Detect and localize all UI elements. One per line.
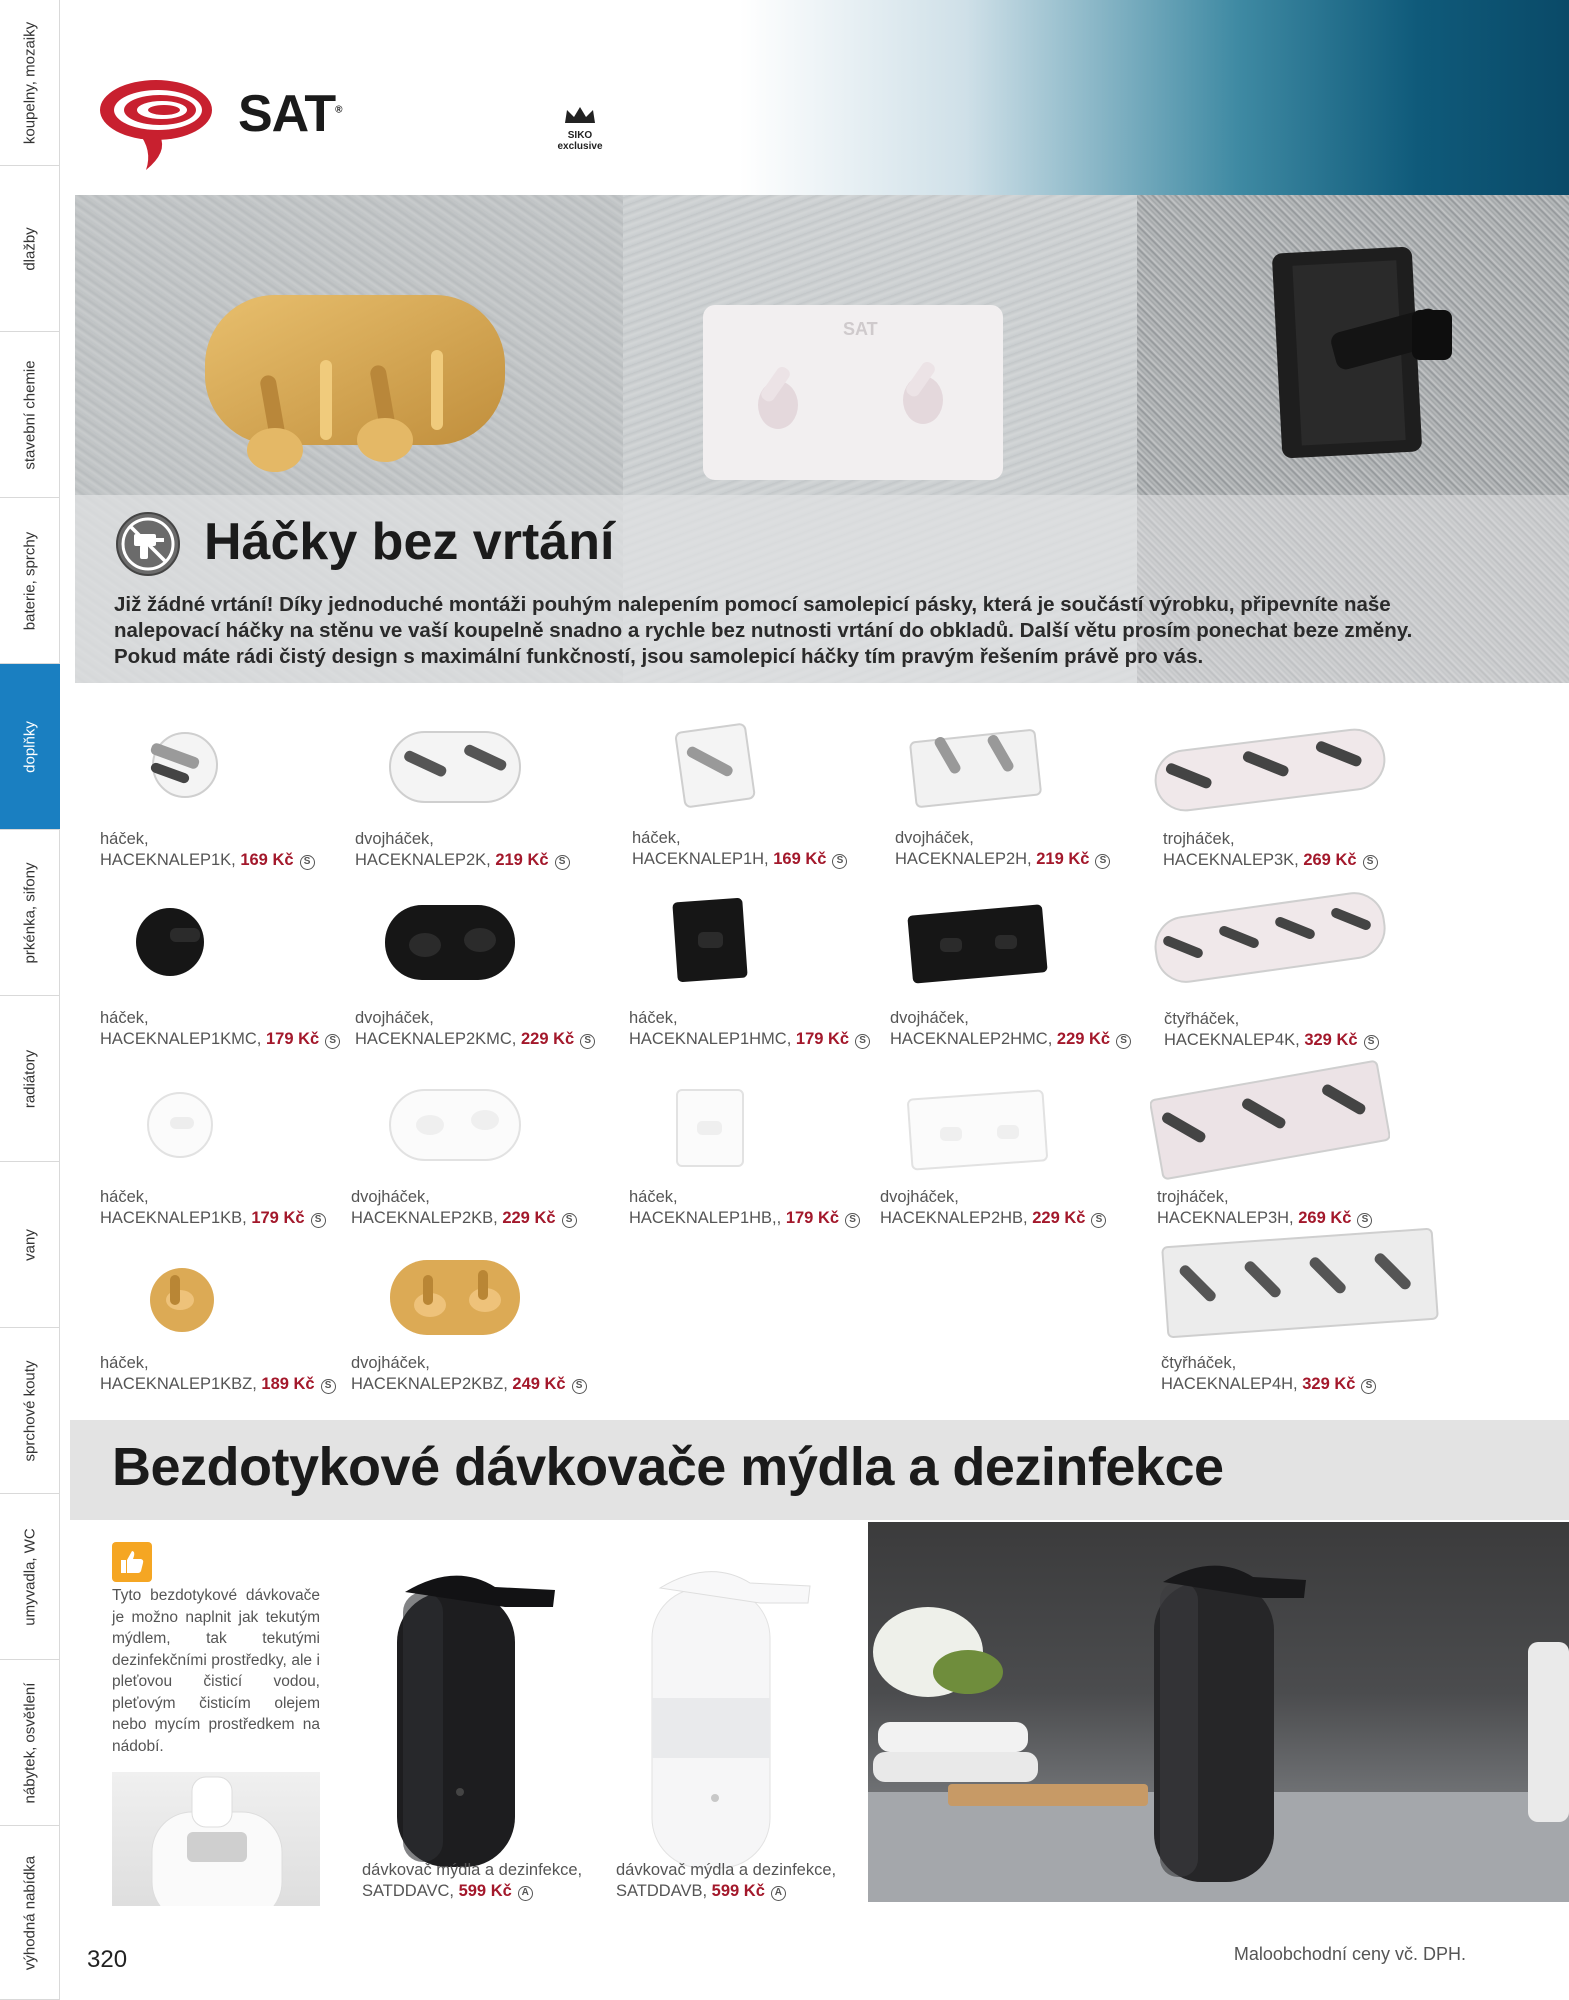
product-image	[100, 1245, 300, 1355]
product-image	[893, 720, 1093, 830]
dispenser-black-image	[385, 1562, 560, 1872]
plate-brand-mark: SAT	[843, 319, 878, 339]
product-image	[630, 720, 830, 830]
dispenser-description: Tyto bezdotykové dávkovače je možno naplnit jak tekutým mýdlem, tak tekutými dezinfekčními prostředky, ale i pleťovou čisticí vodou, pleťovým čisticím olejem nebo mycím prostředkem na nádobí.	[112, 1587, 320, 1755]
product-image	[385, 1075, 585, 1185]
crown-icon	[563, 105, 597, 125]
product-image	[905, 890, 1105, 1000]
sidebar-item-umyvadla-wc[interactable]: umyvadla, WC	[0, 1494, 60, 1660]
product-image	[100, 890, 300, 1000]
sidebar-item-doplnky[interactable]: doplňky	[0, 664, 60, 830]
sidebar-item-baterie-sprchy[interactable]: baterie, sprchy	[0, 498, 60, 664]
sidebar-item-sprchove-kouty[interactable]: sprchové kouty	[0, 1328, 60, 1494]
sidebar-item-vyhodna-nabidka[interactable]: výhodná nabídka	[0, 1826, 60, 2000]
sidebar-item-radiatory[interactable]: radiátory	[0, 996, 60, 1162]
hero-title: Háčky bez vrtání	[204, 513, 615, 571]
dispenser-detail-photo	[112, 1772, 320, 1906]
product-image	[660, 890, 860, 1000]
sidebar-item-vany[interactable]: vany	[0, 1162, 60, 1328]
sidebar-item-dlazby[interactable]: dlažby	[0, 166, 60, 332]
dispenser-section-title: Bezdotykové dávkovače mýdla a dezinfekce	[112, 1437, 1224, 1497]
thumbs-up-icon	[112, 1542, 152, 1582]
product-image	[1150, 890, 1390, 1000]
sidebar-item-prkenka-sifony[interactable]: prkénka, sifony	[0, 830, 60, 996]
siko-exclusive-badge: SIKO exclusive	[545, 105, 615, 152]
page-number: 320	[87, 1946, 128, 1973]
page-header	[60, 0, 1569, 195]
product-image	[355, 720, 555, 830]
product-image	[100, 720, 300, 830]
sidebar-item-stavebni-chemie[interactable]: stavební chemie	[0, 332, 60, 498]
product-image	[1160, 1226, 1440, 1346]
brand-logo: SAT®	[238, 85, 342, 143]
category-sidebar	[0, 0, 60, 2000]
price-note: Maloobchodní ceny vč. DPH.	[1233, 1944, 1466, 1964]
product-image	[385, 1245, 585, 1355]
product-image	[1150, 720, 1390, 830]
product-label: dávkovač mýdla a dezinfekce, SATDDAVC, 599 Kč A	[362, 1861, 583, 1900]
dispenser-lifestyle-photo	[868, 1522, 1569, 1902]
dispenser-white-image	[640, 1558, 815, 1873]
product-image	[905, 1075, 1105, 1185]
hero-description: Již žádné vrtání! Díky jednoduché montáži pouhým nalepením pomocí samolepicí pásky, která je součástí výrobku, připevníte naše nalepovací háčky na stěnu ve vaší koupelně snadno a rychle bez nutnosti vrtání do obkladů. Další větu prosím ponechat beze změny. Pokud máte rádi čistý design s maximální funkčností, jsou samolepicí háčky tím pravým řešením právě pro vás.	[114, 593, 1413, 668]
product-image	[665, 1075, 865, 1185]
sat-logo-swirl-icon	[98, 70, 238, 170]
no-drill-icon	[114, 510, 182, 578]
sidebar-item-nabytek-osvetleni[interactable]: nábytek, osvětlení	[0, 1660, 60, 1826]
product-image	[1150, 1060, 1390, 1180]
sidebar-item-koupelny[interactable]: koupelny, mozaiky	[0, 0, 60, 166]
product-image	[100, 1075, 300, 1185]
product-label: dávkovač mýdla a dezinfekce, SATDDAVB, 599 Kč A	[616, 1861, 837, 1900]
product-image	[380, 890, 580, 1000]
